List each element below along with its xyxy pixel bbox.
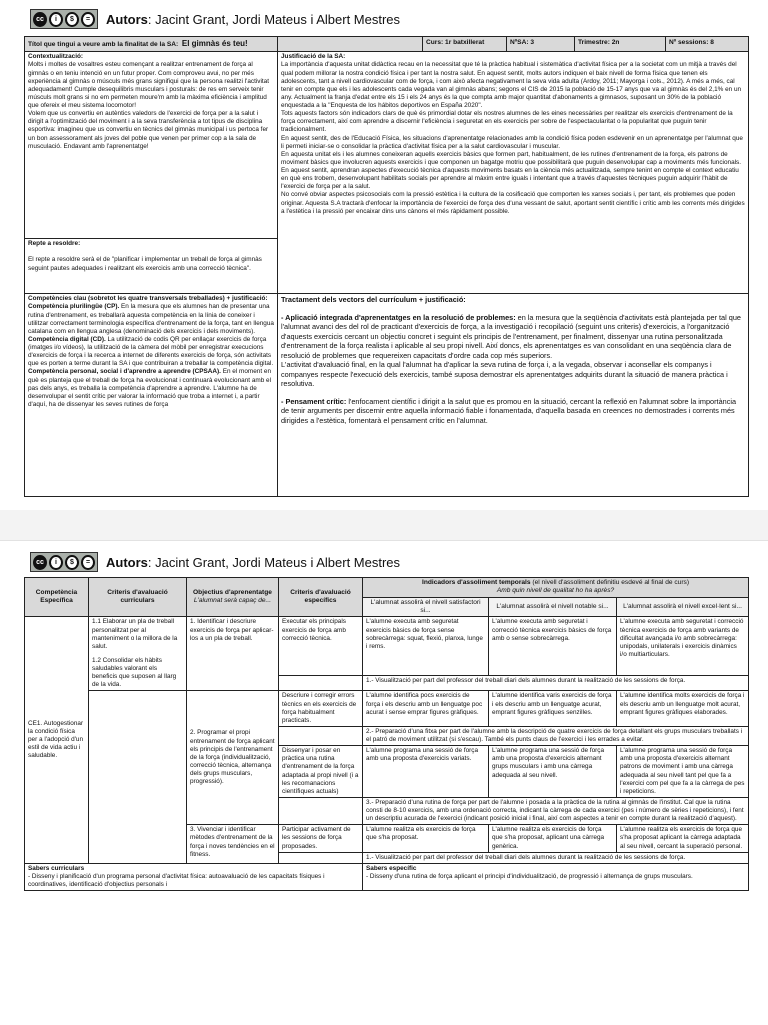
vectors-label: Tractament dels vectors del currículum + justificació: [281, 295, 466, 305]
assessment-header-row [25, 578, 749, 598]
indicators-subtitle: Amb quin nivell de qualitat ho ha après? [496, 587, 615, 595]
attribution-icon: i [49, 555, 63, 570]
notable-cell: L'alumne realitza els exercicis de força que s'ha proposat, aplicant una càrrega genèrica. [489, 825, 617, 852]
authors-names: : Jacint Grant, Jordi Mateus i Albert Mestres [147, 554, 401, 570]
authors-line [106, 12, 400, 27]
cc-logo-icon: cc [33, 555, 47, 570]
sabers-especifics-label: Sabers específic [366, 864, 417, 872]
noncommercial-icon: $ [65, 555, 79, 570]
title-label: Títol que tingui a veure amb la finalitat de la SA: [28, 41, 179, 48]
cc-logo-icon: cc [33, 12, 47, 27]
nsa-cell: NºSA: 3 [507, 37, 575, 52]
col-especifics-header: Criteris d'avaluació específics [279, 578, 363, 617]
evidence-note: 2.- Preparació d'una fitxa per part de l'alumne amb la descripció de quatre exercicis de força detallant els grups musculars treballats i el patró de moviment utilitzat (si s'escau). També els punts claus de l'exercici i les errades a evitar. [363, 726, 749, 745]
excellent-cell: L'alumne programa una sessió de força amb una proposta d'exercicis alternant patrons de moviment i amb una càrrega adequada al seu nivell tant pel que fa a l'exercici com pel que fa a la càrrega de pes i repeticions. [617, 746, 749, 798]
criteri-continued-cell [89, 691, 187, 863]
authors-names: : Jacint Grant, Jordi Mateus i Albert Mestres [147, 11, 401, 27]
evidence-note: 1.- Visualització per part del professor del treball diari dels alumnes durant la realització de les sessions de força. [363, 852, 749, 863]
notable-cell: L'alumne executa amb seguretat i correcció tècnica exercicis bàsics de força amb o sense sobrecàrrega. [489, 617, 617, 676]
indicators-note: (el nivell d'assoliment definitiu esdevé al final de curs) [530, 579, 690, 586]
trimester-cell: Trimestre: 2n [575, 37, 666, 52]
notable-cell: L'alumne identifica varis exercicis de força i els descriu amb un llenguatge acurat, emprant figures gràfiques senzilles. [489, 691, 617, 727]
justification-text: La importància d'aquesta unitat didàctica recau en la necessitat que té la pràctica habitual i sistemàtica d'activitat física per a la societat com un mitjà a través del qual podem millorar la nostra condició física i per tant la nostra salut. En aquest sentit, molts autors indiquen el baix nivell de forma física que tenen els adolescents, tant a nivell cardiovascular com de força, i com això afecta negativament la seva vida adulta (Ardoy, 2011; Mayorga i cols., 2012). A més a més, cal tenir en compte que els i les adolescents cada vegada van al gimnàs abans; segons el CIS de 2015 la població de 15-17 anys que va al gimnàs és del 2,1% en un any. Actualment la franja d'edat entre els 15 i els 24 anys és la que compta amb major quantitat d'abonaments a gimnasos, suposant un 30% de la població enquestada a la "Enquesta de los hábitos deportivos en España 2020". Tots aquests factors són indicadors clars de què és primordial dotar els nostres alumnes de les eines necessàries per realitzar els exercicis d'entrenament de la força correctament, així com aprendre a discernir l'eficiència i seguretat en els exercicis per sobre de l'espectacularitat o la popularitat que puguin tenir tradicionalment. En aquest sentit, des de l'Educació Física, les situacions d'aprenentatge relacionades amb la condició física poden esdevenir en un aprenentatge per l'alumnat que li permeti iniciar-se o consolidar la pràctica d'activitat física per a la salut cardiovascular i muscular. En aquesta unitat els i les alumnes coneixeran aquells exercicis bàsics que formen part, habitualment, de les rutines d'entrenament de la força, els patrons de moviment bàsics que involucren aquests exercicis i que componen un bagatge motriu que possibilitarà que puguin desenvolupar cap a moviments més funcionals. En aquest sentit, aprendran aspectes d'execució tècnica d'aquests moviments basats en la ciència més actualitzada, sempre tenint en compte el context educatiu en què ens trobem, desenvolupant habilitats socials per aprendre al màxim entre iguals i intentant que a través d'aquestes tècniques puguin adquirir l'hàbit de l'exercici de força per a la salut. No convé obviar aspectes psicosocials com la pressió estètica i la cultura de la cosificació que comporten les xarxes socials i, per tant, els problemes que poden originar. Aquesta S.A tractarà d'enfocar la importància de l'exercici de força des d'una vessant de salut, aportant sentit científic i crític amb les corrents més dirigides a l'estètica i la pressió per encaixar dins uns cànons el més ràpidament possible. [281, 61, 745, 215]
objectiu-2-cell: 2. Programar el propi entrenament de força aplicant els principis de l'entrenament de la força (individualització, correcció tècnica, alternança dels grups musculars, progressió). [187, 691, 279, 825]
level-notable-header: L'alumnat assolirà el nivell notable si... [489, 597, 617, 617]
authors-label: Autors [106, 11, 148, 27]
cc-license-badge [30, 9, 98, 29]
page-1 [0, 0, 768, 510]
satisfactori-cell: L'alumne executa amb seguretat exercicis bàsics de força sense sobrecàrrega: squat, flexió, planxa, lunge i rems. [363, 617, 489, 676]
competency-text: En la mesura que els alumnes han de presentar una rutina d'entrenament, es treballarà aquesta competència en la línia de coneixer i utilitzar correctament terminologia específica d'entrenament de la força, tant en llengua catalana com en llengua anglesa (denominació dels exercicis i dels moviments). [28, 303, 274, 335]
challenge-label: Repte a resoldre: [28, 240, 81, 248]
competencies-label: Competències clau (sobretot les quatre transversals treballades) + justificació: [28, 295, 268, 303]
especific-cell-empty [279, 852, 363, 863]
sharealike-icon: = [81, 555, 95, 570]
competency-text: La utilització de codis QR per enllaçar exercicis de força (imatges i/o vídeos), la utilització de la càmera del mòbil per enregistrar execucions d'exercicis de força i la recerca a internet de diferents exercicis de força, són activitats que es porten a terme durant la SA i que contribuiran a treballar la competència digital. [28, 335, 274, 368]
especific-cell: Executar els principals exercicis de força amb correcció tècnica. [279, 617, 363, 676]
col-competencia-header: Competència Específica [25, 578, 89, 617]
vector-item [281, 313, 745, 389]
context-row [25, 52, 749, 239]
table-row [25, 691, 749, 727]
table-row [25, 617, 749, 676]
indicators-header [363, 578, 749, 598]
page-2 [0, 540, 768, 1025]
competency-text: En el moment en què es planteja que el treball de força ha evolucionat i continuarà evolucionant amb el pas dels anys, es treballa la competència d'aprendre a aprendre. L'alumne ha de desenvolupar el sentit crític per valorar la informació que troba a internet i, a partir d'aquí, ha de dissenyar les seves rutines de força [28, 368, 272, 408]
vector-item [281, 397, 745, 425]
justification-label: Justificació de la SA: [281, 53, 346, 61]
level-satisfactori-header: L'alumnat assolirà el nivell satisfactori si... [363, 597, 489, 617]
competencia-cell: CE1. Autogestionar la condició física per a l'adopció d'un estil de vida actiu i saludable. [25, 617, 89, 863]
vector-text: en la mesura que la seqüència d'activitats està plantejada per tal que l'alumnat avanci des del rol de practicant d'exercicis de força, a la investigació i recopilació (seguint uns criteris) d'exercicis, a l'organització d'aquests exercicis cercant un objectiu concret i seguint els principis de l'entrenament, per finalment, dissenyar una rutina personalitzada d'entrenament de la força realista i aplicable al seu propi nivell. Així doncs, els aprenentatges es van consolidant en una seqüència clara de resolució de problemes que requereixen capacitats d'ordre cada cop més superiors. L'activitat d'avaluació final, en la qual l'alumnat ha d'aplicar la seva rutina de força i, a la vegada, observar i aconsellar els companys i companyes respecte l'execució dels exercicis, també suposa demostrar els aprenentatges adquirits durant la situació de manera pràctica i resolutiva. [281, 312, 741, 389]
sessions-cell: Nº sessions: 8 [666, 37, 749, 52]
challenge-cell [25, 239, 278, 294]
sabers-especifics-cell [363, 863, 749, 890]
vector-text: l'enfocament científic i dirigit a la salut que es promou en la situació, cercant la reflexió en l'alumnat sobre la importància de tenir arguments per discernir entre aquella informació fiable i fonamentada, d'aquella basada en creences no demostrades i corrents més dirigides a l'estètica, fomentarà el pensament crític en l'alumnat. [281, 396, 737, 425]
competency-name: Competència plurilingüe (CP). [28, 303, 120, 311]
col-criteris-header: Criteris d'avaluació curriculars [89, 578, 187, 617]
criteri-2: 1.2 Consolidar els hàbits saludables valorant els beneficis que suposen al llarg de la vida. [92, 656, 177, 689]
contextualization-text: Molts i moltes de vosaltres esteu començant a realitzar entrenament de força al gimnàs o en teniu intenció en un futur proper. Com comproveu avui, no per més experiència al gimnàs o músculs més grans signifiqui que la persona realitzi l'activitat adequadament! Cumple desequilibris musculars i posturals: de res em serveix tenir músculs molt grans si no em permeten moure'm amb la màxima eficiència i amplitud que ofereix el meu sistema locomotor! Volem que us convertiu en autèntics valedors de l'exercici de força per a la salut i dirigit a l'optimització del moviment i a la seva transferència a tot tipus de disciplina esportiva: imagineu que us convertiu en tècnics del gimnàs municipal i us pertoca fer un bon assessorament als joves del poble que venen per primer cop a la sala de musculació. Endavant amb l'aprenentatge! [28, 61, 269, 150]
especific-cell: Dissenyar i posar en pràctica una rutina d'entrenament de la força adaptada al propi nivell (i a les recomanacions científiques actuals) [279, 746, 363, 798]
sabers-especifics-text: - Disseny d'una rutina de força aplicant el principi d'individualització, de progressió i alternança de grups musculars. [366, 872, 693, 880]
competencies-cell [25, 294, 278, 497]
page-header [30, 551, 400, 573]
page-header [30, 8, 400, 30]
assessment-table [24, 577, 749, 891]
especific-cell: Descriure i corregir errors tècnics en els exercicis de força habitualment practicats. [279, 691, 363, 727]
sabers-row [25, 863, 749, 890]
course-cell: Curs: 1r batxillerat [423, 37, 507, 52]
vector-name: - Pensament crític: [281, 396, 347, 406]
vector-name: - Aplicació integrada d'aprenentatges en la resolució de problemes: [281, 312, 516, 322]
objectiu-3-cell: 3. Vivenciar i identificar mètodes d'entrenament de la força i noves tendències en el fitness. [187, 825, 279, 864]
evidence-note: 1.- Visualització per part del professor del treball diari dels alumnes durant la realització de les sessions de força. [363, 676, 749, 691]
col-objectius-header [187, 578, 279, 617]
excellent-cell: L'alumne identifica molts exercicis de força i els descriu amb un llenguatge molt acurat, emprant figures gràfiques elaborades. [617, 691, 749, 727]
overview-header-row [25, 37, 749, 52]
especific-cell-empty [279, 676, 363, 691]
satisfactori-cell: L'alumne realitza els exercicis de força que s'ha proposat. [363, 825, 489, 852]
contextualization-label: Contextualització: [28, 53, 84, 61]
noncommercial-icon: $ [65, 12, 79, 27]
competency-item [28, 303, 274, 336]
level-excellent-header: L'alumnat assolirà el nivell excel·lent si... [617, 597, 749, 617]
criteri-cell [89, 617, 187, 691]
authors-label: Autors [106, 554, 148, 570]
objectiu-1-cell: 1. Identificar i descriure exercicis de força per aplicar-los a un pla de treball. [187, 617, 279, 691]
competency-item [28, 368, 274, 409]
especific-cell-empty [279, 726, 363, 745]
col-objectius-note: L'alumnat serà capaç de... [193, 597, 272, 605]
competency-name: Competència personal, social i d'aprendre a aprendre (CPSAA). [28, 368, 221, 376]
sabers-curriculars-text: - Disseny i planificació d'un programa personal d'activitat física: autoavaluació de les capacitats físiques i coordinatives, identificació d'objectius personals i [28, 872, 325, 889]
especific-cell-empty [279, 797, 363, 824]
criteri-1: 1.1 Elaborar un pla de treball personalitzat per al manteniment o la millora de la salut. [92, 618, 178, 650]
sabers-curriculars-cell [25, 863, 363, 890]
col-objectius-title: Objectius d'aprenentatge [193, 588, 272, 596]
vectors-cell [278, 294, 749, 497]
indicators-title: Indicadors d'assoliment temporals [421, 579, 531, 586]
evidence-note: 3.- Preparació d'una rutina de força per part de l'alumne i posada a la pràctica de la rutina al gimnàs de l'institut. Cal que la rutina consti de 8-10 exercicis, amb una ordenació correcta, indicant la càrrega de cada exercici (pes i número de sèries i repeticions), i fent un descriptiu acurada de l'exercici (indicant posició inicial i final, així com aspectes a tenir en compte durant la realització d'aquest). [363, 797, 749, 824]
competencies-row [25, 294, 749, 497]
satisfactori-cell: L'alumne programa una sessió de força amb una proposta d'exercicis variats. [363, 746, 489, 798]
notable-cell: L'alumne programa una sessió de força amb una proposta d'exercicis alternant grups musculars i amb una càrrega adequada al seu nivell. [489, 746, 617, 798]
justification-cell [278, 52, 749, 294]
sa-overview-table [24, 36, 749, 497]
contextualization-cell [25, 52, 278, 239]
page-gap [0, 510, 768, 540]
satisfactori-cell: L'alumne identifica pocs exercicis de força i els descriu amb un llenguatge poc acurat i sense emprar figures gràfiques. [363, 691, 489, 727]
sabers-curriculars-label: Sabers curriculars [28, 864, 85, 872]
excellent-cell: L'alumne executa amb seguretat i correcció tècnica exercicis de força amb variants de dificultat avançada i/o amb sobrecàrrega: unipodals, unilaterals i exercicis dinàmics i/o multiarticulars. [617, 617, 749, 676]
sharealike-icon: = [81, 12, 95, 27]
title-value: El gimnàs és teu! [181, 39, 248, 48]
title-cell [25, 37, 278, 52]
especific-cell: Participar activament de les sessions de força proposades. [279, 825, 363, 852]
challenge-text: El repte a resoldre serà el de "planificar i implementar un treball de força al gimnàs seguint pautes adequades i realitzant els exercicis amb una correcció tècnica". [28, 256, 262, 272]
competency-item [28, 336, 274, 369]
competency-name: Competència digital (CD). [28, 335, 106, 343]
excellent-cell: L'alumne realitza els exercicis de força que s'ha proposat aplicant la càrrega adaptada al seu nivell, cercant la superació personal. [617, 825, 749, 852]
cc-license-badge [30, 552, 98, 572]
authors-line [106, 555, 400, 570]
attribution-icon: i [49, 12, 63, 27]
title-cell-spacer [278, 37, 423, 52]
